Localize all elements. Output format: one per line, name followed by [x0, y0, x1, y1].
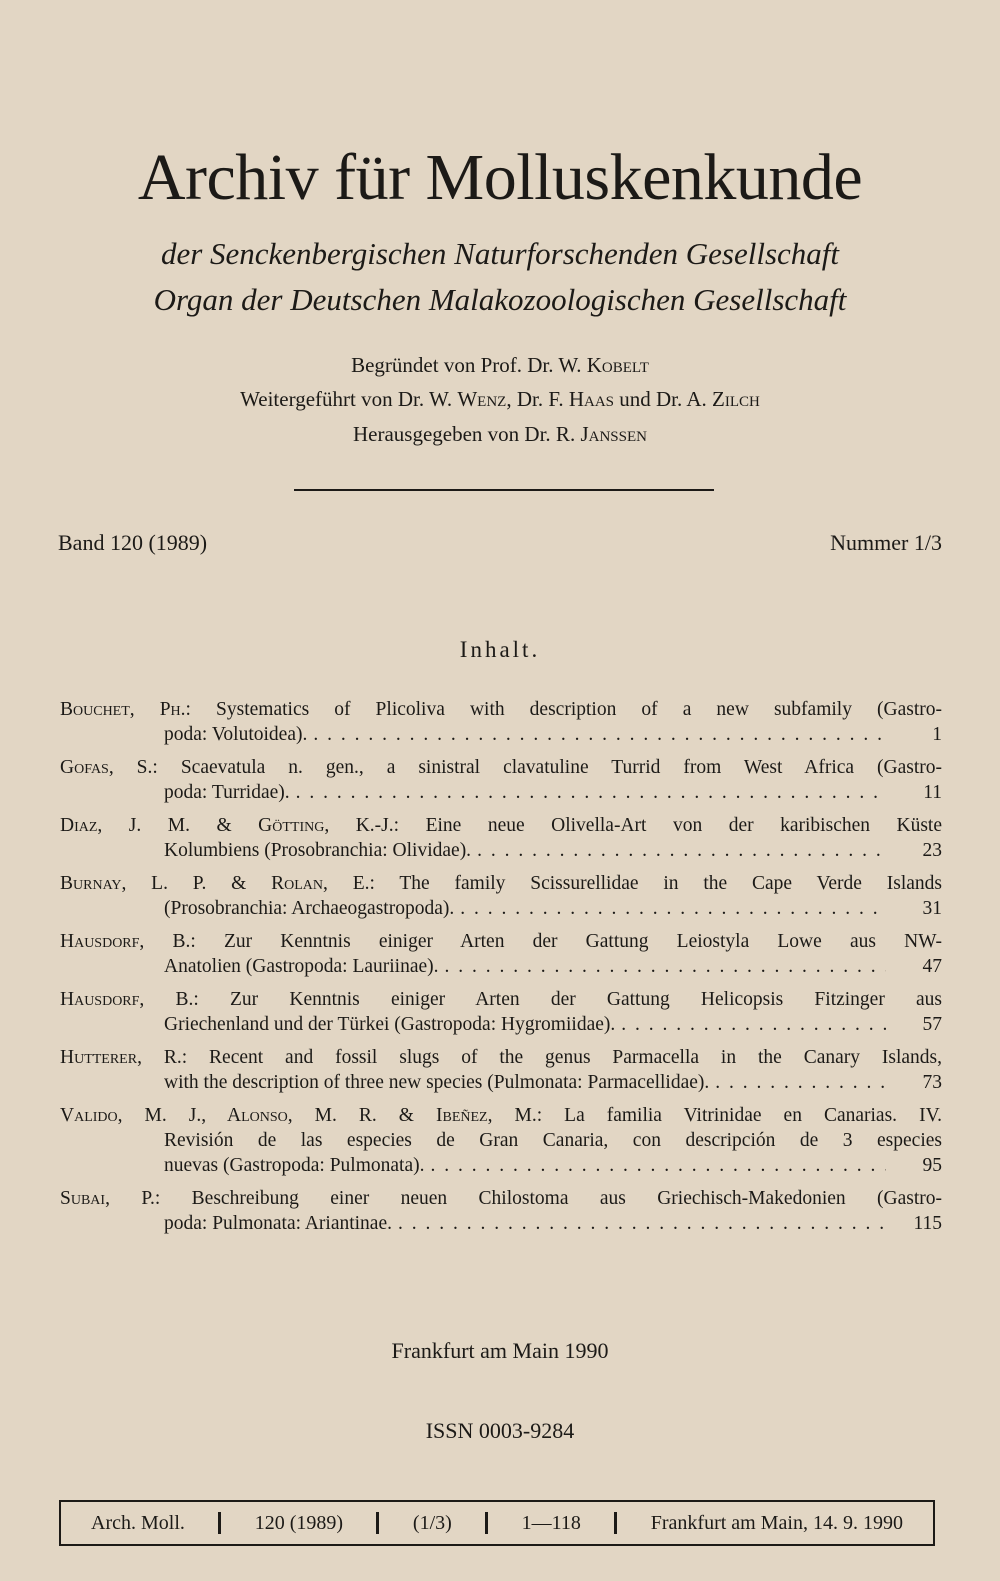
toc-title-line2: poda: Volutoidea).: [164, 724, 308, 745]
editor-line: [0, 422, 1000, 447]
toc-page-number: 57: [922, 1014, 942, 1035]
toc-author: Hausdorf, B.:: [60, 989, 199, 1010]
toc-author: Subai, P.:: [60, 1188, 161, 1209]
toc-author: Hausdorf, B.:: [60, 931, 196, 952]
toc-entry: [60, 987, 942, 1037]
journal-subtitle-society: der Senckenbergischen Naturforschenden Gesellschaft: [160, 236, 840, 271]
toc-entry: [60, 929, 942, 979]
toc-title-line2: Kolumbiens (Prosobranchia: Olividae).: [164, 840, 472, 861]
continued-mid-1: , Dr. F.: [506, 387, 569, 411]
footer-separator: [376, 1512, 379, 1534]
toc-entry: [60, 1045, 942, 1095]
toc-title-line2: poda: Pulmonata: Ariantinae.: [164, 1213, 392, 1234]
toc-entry-tail: [60, 1012, 942, 1037]
toc-title-line1: Zur Kenntnis einiger Arten der Gattung Leiostyla Lowe aus NW-: [223, 931, 943, 952]
toc-leader-dots: [621, 1012, 886, 1037]
toc-entry-head: [60, 1186, 942, 1211]
toc-title-line2: with the description of three new species (Pulmonata: Parmacellidae).: [164, 1072, 710, 1093]
toc-leader-dots: [460, 896, 886, 921]
toc-entry-head: [60, 1045, 942, 1070]
founder-line: [0, 353, 1000, 378]
publication-place-year: Frankfurt am Main 1990: [391, 1338, 609, 1363]
continued-mid-2: und Dr. A.: [614, 387, 713, 411]
toc-page-number: 95: [922, 1155, 942, 1176]
editor-name: Janssen: [580, 422, 647, 446]
toc-title-line2: (Prosobranchia: Archaeogastropoda).: [164, 898, 455, 919]
toc-author: Bouchet, Ph.:: [60, 699, 191, 720]
footer-separator: [485, 1512, 488, 1534]
toc-author: Valido, M. J., Alonso, M. R. & Ibeñez, M.:: [60, 1105, 543, 1126]
toc-title-line2: nuevas (Gastropoda: Pulmonata).: [164, 1155, 425, 1176]
footer-separator: [218, 1512, 221, 1534]
toc-author: Hutterer, R.:: [60, 1047, 188, 1068]
footer-separator: [614, 1512, 617, 1534]
toc-title-line1: The family Scissurellidae in the Cape Verde Islands: [399, 873, 943, 894]
footer-volume: 120 (1989): [254, 1511, 344, 1534]
toc-entry-head: [60, 813, 942, 838]
toc-entry: [60, 871, 942, 921]
volume-label: Band 120 (1989): [58, 530, 208, 555]
issue-number-label: Nummer 1/3: [830, 530, 942, 555]
toc-entry-head: [60, 871, 942, 896]
continued-line: [0, 387, 1000, 412]
journal-subtitle-organ: Organ der Deutschen Malakozoologischen Gesellschaft: [153, 282, 847, 317]
divider-rule: [294, 489, 714, 491]
toc-entry-tail: [60, 896, 942, 921]
toc-entry-head: [60, 1103, 942, 1128]
toc-leader-dots: [445, 954, 886, 979]
founder-name: Kobelt: [586, 353, 649, 377]
toc-leader-dots: [398, 1211, 886, 1236]
continued-name-2: Haas: [568, 387, 615, 411]
toc-title-line1: La familia Vitrinidae en Canarias. IV.: [564, 1105, 943, 1126]
toc-entry-tail: [60, 1070, 942, 1095]
contents-heading: Inhalt.: [459, 637, 541, 662]
founder-prefix: Begründet von Prof. Dr. W.: [351, 353, 587, 377]
toc-entry: [60, 813, 942, 863]
toc-title-middle: Revisión de las especies de Gran Canaria, con descripción de 3 especies: [164, 1130, 942, 1151]
journal-title: Archiv für Molluskenkunde: [137, 141, 863, 214]
citation-footer: [59, 1500, 935, 1546]
toc-page-number: 73: [922, 1072, 942, 1093]
table-of-contents: [60, 697, 942, 1244]
toc-entry-head: [60, 755, 942, 780]
toc-title-line1: Beschreibung einer neuen Chilostoma aus Griechisch-Makedonien (Gastro-: [191, 1188, 942, 1209]
footer-place-date: Frankfurt am Main, 14. 9. 1990: [650, 1511, 903, 1534]
toc-title-line1: Eine neue Olivella-Art von der karibischen Küste: [425, 815, 943, 836]
toc-entry-head: [60, 697, 942, 722]
toc-leader-dots: [477, 838, 886, 863]
toc-entry-tail: [60, 780, 942, 805]
toc-page-number: 23: [922, 840, 942, 861]
toc-entry-tail: [60, 1211, 942, 1236]
toc-title-line1: Recent and fossil slugs of the genus Parmacella in the Canary Islands,: [209, 1047, 943, 1068]
toc-title-line2: Anatolien (Gastropoda: Lauriinae).: [164, 956, 439, 977]
toc-title-line2: Griechenland und der Türkei (Gastropoda: Hygromiidae).: [164, 1014, 616, 1035]
toc-page-number: 11: [923, 782, 942, 803]
toc-entry-tail: [60, 722, 942, 747]
continued-prefix: Weitergeführt von Dr. W.: [240, 387, 458, 411]
continued-name-1: Wenz: [457, 387, 507, 411]
continued-name-3: Zilch: [712, 387, 760, 411]
toc-entry: [60, 1103, 942, 1178]
toc-page-number: 1: [932, 724, 942, 745]
toc-entry-tail: [60, 1153, 942, 1178]
toc-title-line2: poda: Turridae).: [164, 782, 290, 803]
toc-entry-tail: [60, 838, 942, 863]
toc-leader-dots: [296, 780, 886, 805]
toc-title-line1: Scaevatula n. gen., a sinistral clavatuline Turrid from West Africa (Gastro-: [180, 757, 942, 778]
toc-leader-dots: [430, 1153, 886, 1178]
toc-entry: [60, 755, 942, 805]
toc-page-number: 115: [913, 1213, 942, 1234]
toc-entry: [60, 697, 942, 747]
issn-number: ISSN 0003-9284: [425, 1418, 575, 1443]
toc-author: Burnay, L. P. & Rolan, E.:: [60, 873, 375, 894]
footer-abbreviation: Arch. Moll.: [91, 1511, 185, 1534]
toc-title-line1: Systematics of Plicoliva with description of a new subfamily (Gastro-: [216, 699, 942, 720]
toc-entry-head: [60, 987, 942, 1012]
footer-number: (1/3): [412, 1511, 452, 1534]
toc-leader-dots: [313, 722, 886, 747]
toc-entry-head: [60, 929, 942, 954]
toc-author: Diaz, J. M. & Götting, K.-J.:: [60, 815, 400, 836]
toc-entry-tail: [60, 954, 942, 979]
toc-page-number: 47: [922, 956, 942, 977]
footer-pages: 1—118: [521, 1511, 581, 1534]
editor-prefix: Herausgegeben von Dr. R.: [353, 422, 581, 446]
toc-page-number: 31: [922, 898, 942, 919]
toc-title-line1: Zur Kenntnis einiger Arten der Gattung Helicopsis Fitzinger aus: [230, 989, 943, 1010]
toc-author: Gofas, S.:: [60, 757, 158, 778]
toc-leader-dots: [715, 1070, 886, 1095]
toc-entry: [60, 1186, 942, 1236]
